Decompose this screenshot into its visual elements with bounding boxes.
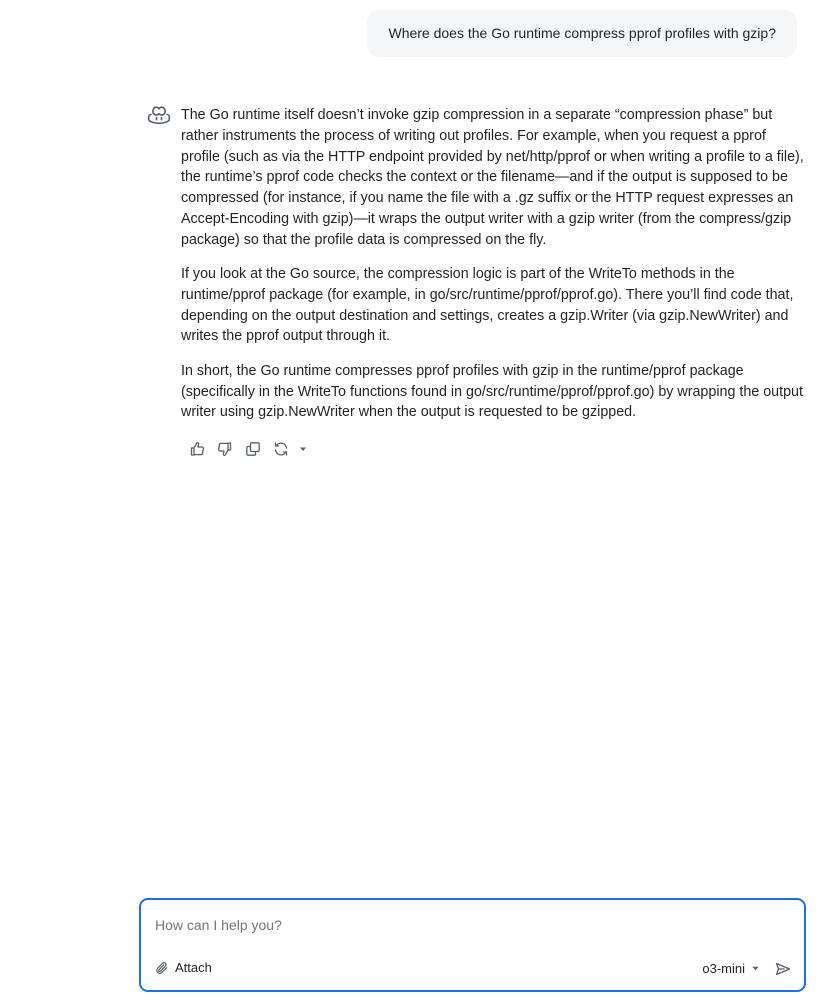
thumbs-up-button[interactable] (183, 437, 211, 461)
attach-label: Attach (175, 960, 212, 975)
message-actions (183, 437, 807, 461)
send-button[interactable] (774, 961, 792, 977)
retry-button[interactable] (267, 437, 295, 461)
assistant-message (147, 105, 807, 461)
thumbs-down-button[interactable] (211, 437, 239, 461)
user-message-bubble: Where does the Go runtime compress pprof profiles with gzip? (367, 10, 797, 57)
chat-input[interactable] (155, 914, 790, 936)
assistant-paragraph: If you look at the Go source, the compression logic is part of the WriteTo methods in the runtime/pprof package (for example, in go/src/runtime/pprof/pprof.go). There you’ll find code that, depending on the output destination and settings, creates a gzip.Writer (via gzip.NewWriter) and writes the pprof output through it. (181, 266, 794, 345)
chevron-down-icon (751, 964, 760, 973)
copy-icon (245, 441, 261, 457)
send-icon (775, 962, 791, 976)
assistant-paragraph: In short, the Go runtime compresses pprof profiles with gzip in the runtime/pprof package (specifically in the WriteTo functions found in go/src/runtime/pprof/pprof.go) by wrapping the output writer using gzip.NewWriter when the output is requested to be gzipped. (181, 362, 803, 421)
paperclip-icon (155, 961, 169, 975)
model-label: o3-mini (702, 961, 745, 976)
chat-composer (139, 898, 806, 992)
more-options-button[interactable] (295, 437, 311, 461)
model-selector[interactable] (702, 961, 760, 976)
assistant-paragraph: The Go runtime itself doesn’t invoke gzip compression in a separate “compression phase” but rather instruments the process of writing out profiles. For example, when you request a pprof profile (such as via the HTTP endpoint provided by net/http/pprof or when writing a profile to a file), the runtime’s pprof code checks the context or the filename—and if the output is supposed to be compressed (for instance, if you name the file with a .gz suffix or the HTTP request expresses an Accept-Encoding with gzip)—it wraps the output writer with a gzip writer (from the compress/gzip package) so that the profile data is compressed on the fly. (181, 107, 804, 248)
chevron-down-icon (298, 444, 308, 454)
user-message-row (367, 10, 797, 57)
thumbs-down-icon (217, 441, 233, 457)
thumbs-up-icon (189, 441, 205, 457)
retry-icon (273, 441, 289, 457)
copilot-icon (147, 105, 171, 127)
assistant-message-body (181, 105, 807, 423)
copy-button[interactable] (239, 437, 267, 461)
attach-button[interactable] (155, 960, 212, 975)
